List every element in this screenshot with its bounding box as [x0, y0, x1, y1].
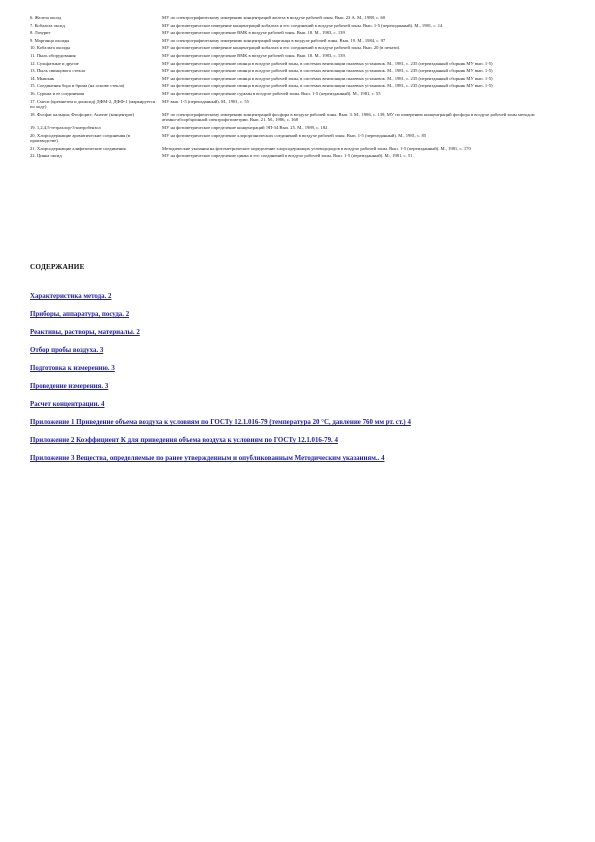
toc-entry: [30, 303, 550, 321]
toc-entry: [30, 447, 550, 465]
toc-entry: [30, 321, 550, 339]
toc-link[interactable]: Приложение 1 Приведение объема воздуха к условиям по ГОСТу 12.1.016-79 (температура 20 °С, давление 760 мм рт. ст.) 4: [30, 419, 411, 426]
substance-name-cell: 17. Смеси (кремнезем и диоксид) ДФМ-2, ДФФ-1 (маркируется по ходу): [30, 98, 155, 110]
table-row: [30, 90, 550, 98]
substance-name-cell: 20. Хлорсодержащие ароматические соединения (в производстве): [30, 132, 131, 144]
toc-entry: [30, 393, 550, 411]
substance-name-cell: 13. Пыль свинцового стекла: [30, 68, 86, 74]
method-reference-cell: МУ на фотометрическое измерение концентраций кобальта и его соединений в воздухе рабочей зоны. Вып. 1-5 (переизданный). М., 1981, с. 14: [162, 22, 443, 28]
substance-name-cell: 18. Фосфат кальция; Фосфорит; Апатит (концентрат): [30, 111, 135, 117]
table-row: [30, 37, 550, 45]
substance-name-cell: 12. Сульфатные и другие: [30, 60, 79, 66]
toc-link[interactable]: Проведение измерения. 3: [30, 383, 109, 390]
table-row: [30, 22, 550, 30]
substance-name-cell: 15. Соединения бора и брома (на основе стекла): [30, 83, 125, 89]
toc-link[interactable]: Приложение 3 Вещества, определяемые по ранее утвержденным и опубликованным Методическим указаниям.. 4: [30, 455, 385, 462]
table-row: [30, 98, 550, 111]
method-reference-cell: МУ на фотометрическое определение свинца в воздухе рабочей зоны, в системах вентиляции пылевых установок. М., 1981, с. 235 (переизданный сборник МУ вып. 1-5): [162, 68, 493, 74]
reference-table-section: [30, 14, 550, 160]
table-row: [30, 75, 550, 83]
toc-entry: [30, 429, 550, 447]
table-row: [30, 29, 550, 37]
substance-name-cell: 10. Кобальта оксиды: [30, 45, 71, 51]
method-reference-cell: МУ на фотометрическое определение свинца в воздухе рабочей зоны, в системах вентиляции пылевых установок. М., 1981, с. 235 (переизданный сборник МУ вып. 1-5): [162, 75, 493, 81]
toc-title: СОДЕРЖАНИЕ: [30, 263, 85, 271]
substance-name-cell: 22. Цинка оксид: [30, 153, 62, 159]
method-reference-cell: МУ по спектрографическому измерению концентраций железа в воздухе рабочей зоны. Вып. 23 А. М., 1988, с. 60: [162, 15, 386, 20]
table-row: [30, 60, 550, 68]
toc-link[interactable]: Расчет концентрации. 4: [30, 401, 105, 408]
method-reference-cell: Методические указания на фотометрическое определение хлорсодержащих углеводородов в воздухе рабочей зоны. Вып. 1-5 (переизданный). М., 1981, с. 170: [162, 145, 471, 151]
toc-entry: [30, 339, 550, 357]
method-reference-cell: МУ на фотометрическое определение ВМК в воздухе рабочей зоны. Вып. 18. М., 1983, с. 139.: [162, 52, 346, 58]
method-reference-cell: МУ на фотометрическое определение свинца в воздухе рабочей зоны, в системах вентиляции пылевых установок. М., 1981, с. 235 (переизданный сборник МУ вып. 1-5): [162, 60, 493, 66]
toc-entry: [30, 285, 550, 303]
substance-name-cell: 16. Сурьма и ее соединения: [30, 90, 85, 96]
table-row: [30, 132, 550, 145]
toc-link[interactable]: Отбор пробы воздуха. 3: [30, 347, 104, 354]
method-reference-cell: МУ на фотометрическое определение сурьмы в воздухе рабочей зоны. Вып. 1-5 (переизданный). М., 1981, с. 55: [162, 90, 381, 96]
table-row: [30, 67, 550, 75]
method-reference-cell: МУ на фотометрическое определение ВМК в воздухе рабочей зоны. Вып. 18. М., 1983, с. 139: [162, 30, 345, 36]
method-reference-cell: МУ на фотометрическое определение свинца в воздухе рабочей зоны, в системах вентиляции пылевых установок. М., 1981, с. 235 (переизданный сборник МУ вып. 1-5): [162, 83, 493, 89]
toc-link[interactable]: Приборы, аппаратура, посуда. 2: [30, 311, 130, 318]
substance-name-cell: 14. Мышьяк: [30, 75, 55, 81]
toc-link[interactable]: Реактивы, растворы, материалы. 2: [30, 329, 140, 336]
substance-name-cell: 6. Железа оксид: [30, 15, 62, 20]
table-row: [30, 145, 550, 153]
substance-name-cell: 9. Марганца оксиды: [30, 37, 70, 43]
toc-link[interactable]: Подготовка к измерению. 3: [30, 365, 115, 372]
toc-link[interactable]: Приложение 2 Коэффициент К для приведения объема воздуха к условиям по ГОСТу 12.1.016-79. 4: [30, 437, 338, 444]
method-reference-cell: МУ на фотометрическое определение цинка и его соединений в воздухе рабочей зоны. Вып. 1-5 (переизданный). М., 1981, с. 51.: [162, 153, 414, 159]
table-of-contents: [30, 263, 550, 465]
toc-entry: [30, 357, 550, 375]
table-row: [30, 14, 550, 22]
toc-list: [30, 285, 550, 465]
toc-entry: [30, 375, 550, 393]
substance-name-cell: 19. 1,2,4,5-тетрахлор-3-нитробензол: [30, 124, 101, 130]
table-row: [30, 44, 550, 52]
toc-link[interactable]: Характеристика метода. 2: [30, 293, 112, 300]
substance-name-cell: 21. Хлорсодержащие алифатические соединения: [30, 145, 126, 151]
table-row: [30, 152, 550, 160]
toc-entry: [30, 411, 550, 429]
reference-table: [30, 14, 550, 160]
method-reference-cell: МУ вып. 1-5 (переизданный). М., 1981, с. 55: [162, 98, 249, 104]
reference-table-body: [30, 14, 550, 160]
method-reference-cell: МУ по спектрографическому измерению концентраций фосфора в воздухе рабочей зоны. Вып. 3. М., 1986, с. 139; МУ по измерению концентраций фосфора в воздухе рабочей зоны методом атомно-абсорбционной спектрофотометрии. Вып. 21. М., 1986, с. 168: [162, 111, 535, 123]
method-reference-cell: МУ на фотометрическое определение хлорорганических соединений в воздухе рабочей зоны. Вып. 1-5 (переизданный). М., 1981, с. 85: [162, 132, 427, 138]
method-reference-cell: МУ на фотометрическое определение концентраций ЭП-34 Вып. 25. М., 1989, с. 182: [162, 124, 328, 130]
substance-name-cell: 11. Пыль оборудования: [30, 52, 76, 58]
table-row: [30, 52, 550, 60]
substance-name-cell: 8. Лазурит: [30, 30, 51, 36]
table-row: [30, 111, 550, 124]
table-row: [30, 82, 550, 90]
table-row: [30, 124, 550, 132]
substance-name-cell: 7. Кобальта оксид: [30, 22, 65, 28]
method-reference-cell: МУ на фотометрическое измерение концентраций кобальта и его соединений в воздухе рабочей зоны. Вып. 20 (в печати).: [162, 45, 401, 51]
method-reference-cell: МУ по спектрографическому измерению концентраций марганца в воздухе рабочей зоны. Вып. 19. М., 1984, с. 97: [162, 37, 386, 43]
